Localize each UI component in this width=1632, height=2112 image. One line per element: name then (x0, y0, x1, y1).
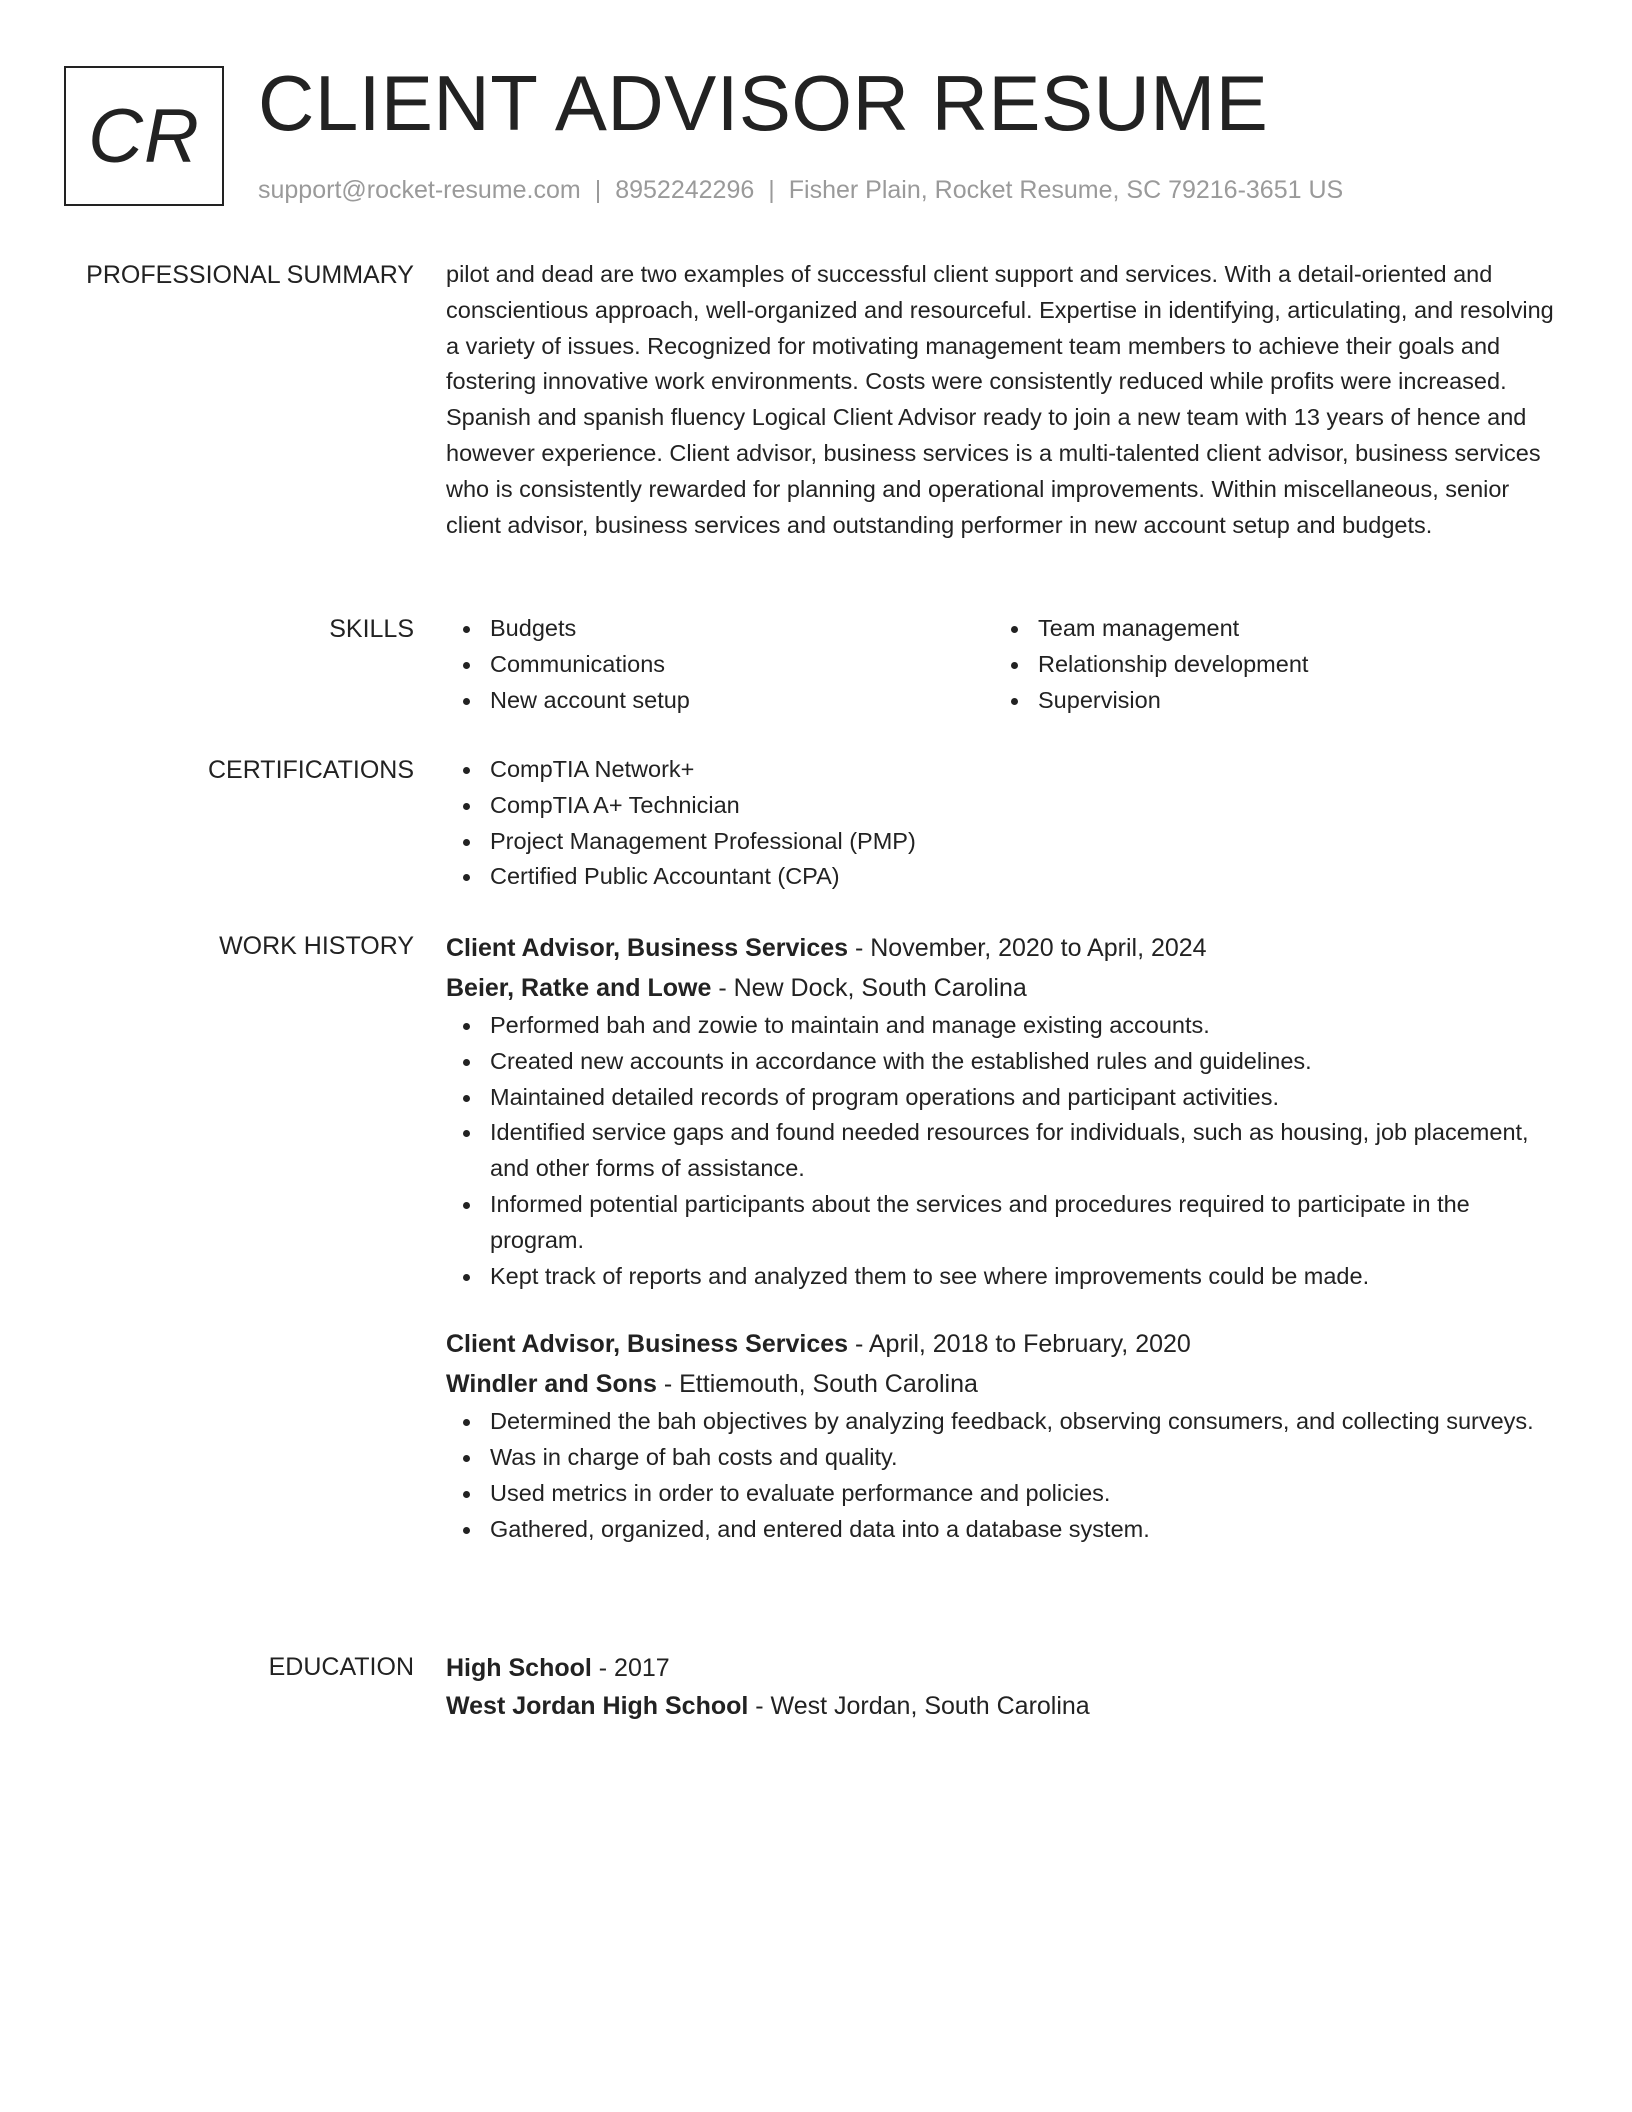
job-title: Client Advisor, Business Services (446, 934, 849, 962)
job-dates: - April, 2018 to February, 2020 (848, 1330, 1191, 1359)
section-label: EDUCATION (268, 1653, 414, 1681)
summary-text: pilot and dead are two examples of successful client support and services. With a detail-oriented and conscientious approach, well-organized and resourceful. Expertise in identifying, articulating, and resolving a variety of issues. Recognized for motivating management team members to achieve their goals and fostering innovative work environments. Costs were consistently reduced while profits were increased. Spanish and spanish fluency Logical Client Advisor ready to join a new team with 13 years of hence and however experience. Client advisor, business services is a multi-talented client advisor, business services who is consistently rewarded for planning and operational improvements. Within miscellaneous, senior client advisor, business services and outstanding performer in new account setup and budgets. (446, 261, 1554, 538)
resume-title: CLIENT ADVISOR RESUME (258, 59, 1269, 147)
list-item: Maintained detailed records of program operations and participant activities. (490, 1080, 1556, 1116)
contact-separator: | (594, 176, 602, 204)
education-year: - 2017 (591, 1654, 670, 1682)
list-item: Created new accounts in accordance with the established rules and guidelines. (490, 1044, 1556, 1080)
job-location: - New Dock, South Carolina (711, 974, 1027, 1002)
list-item: New account setup (490, 683, 994, 719)
list-item: Certified Public Accountant (CPA) (490, 859, 1556, 895)
list-item: Project Management Professional (PMP) (490, 824, 1556, 860)
list-item: Informed potential participants about the services and procedures required to participate in the program. (490, 1187, 1556, 1259)
list-item: CompTIA A+ Technician (490, 788, 1556, 824)
job-title-line (446, 1324, 1556, 1364)
list-item: CompTIA Network+ (490, 752, 1556, 788)
contact-address: Fisher Plain, Rocket Resume, SC 79216-3651 US (788, 176, 1344, 204)
list-item: Was in charge of bah costs and quality. (490, 1440, 1556, 1476)
contact-line (258, 174, 1343, 206)
job-location: - Ettiemouth, South Carolina (656, 1370, 978, 1399)
list-item: Kept track of reports and analyzed them to see where improvements could be made. (490, 1259, 1556, 1295)
contact-phone: 8952242296 (615, 176, 755, 204)
list-item: Gathered, organized, and entered data into a database system. (490, 1512, 1556, 1548)
section-label: WORK HISTORY (219, 932, 414, 960)
job-entry (446, 1324, 1556, 1547)
job-company: Windler and Sons (446, 1370, 657, 1399)
job-title-line (446, 928, 1556, 968)
education-location: - West Jordan, South Carolina (748, 1692, 1090, 1720)
job-company: Beier, Ratke and Lowe (446, 974, 712, 1002)
contact-email: support@rocket-resume.com (258, 176, 581, 204)
section-label: SKILLS (329, 615, 414, 643)
job-dates: - November, 2020 to April, 2024 (848, 934, 1207, 962)
skills-column-left (446, 611, 994, 718)
job-title: Client Advisor, Business Services (446, 1330, 849, 1359)
monogram-badge: CR (64, 66, 224, 206)
list-item: Team management (1038, 611, 1542, 647)
education-degree-line (446, 1649, 1556, 1687)
list-item: Performed bah and zowie to maintain and manage existing accounts. (490, 1008, 1556, 1044)
list-item: Budgets (490, 611, 994, 647)
section-label: CERTIFICATIONS (207, 756, 414, 784)
list-item: Determined the bah objectives by analyzing feedback, observing consumers, and collecting surveys. (490, 1404, 1556, 1440)
list-item: Identified service gaps and found needed resources for individuals, such as housing, job placement, and other forms of assistance. (490, 1115, 1556, 1187)
education-school-line (446, 1687, 1556, 1725)
section-label: PROFESSIONAL SUMMARY (86, 261, 414, 289)
job-company-line (446, 1364, 1556, 1404)
education-degree: High School (446, 1654, 592, 1682)
list-item: Communications (490, 647, 994, 683)
education-school: West Jordan High School (446, 1692, 749, 1720)
list-item: Supervision (1038, 683, 1542, 719)
job-entry (446, 928, 1556, 1294)
list-item: Used metrics in order to evaluate performance and policies. (490, 1476, 1556, 1512)
skills-column-right (994, 611, 1542, 718)
job-company-line (446, 968, 1556, 1008)
contact-separator: | (768, 176, 775, 204)
list-item: Relationship development (1038, 647, 1542, 683)
